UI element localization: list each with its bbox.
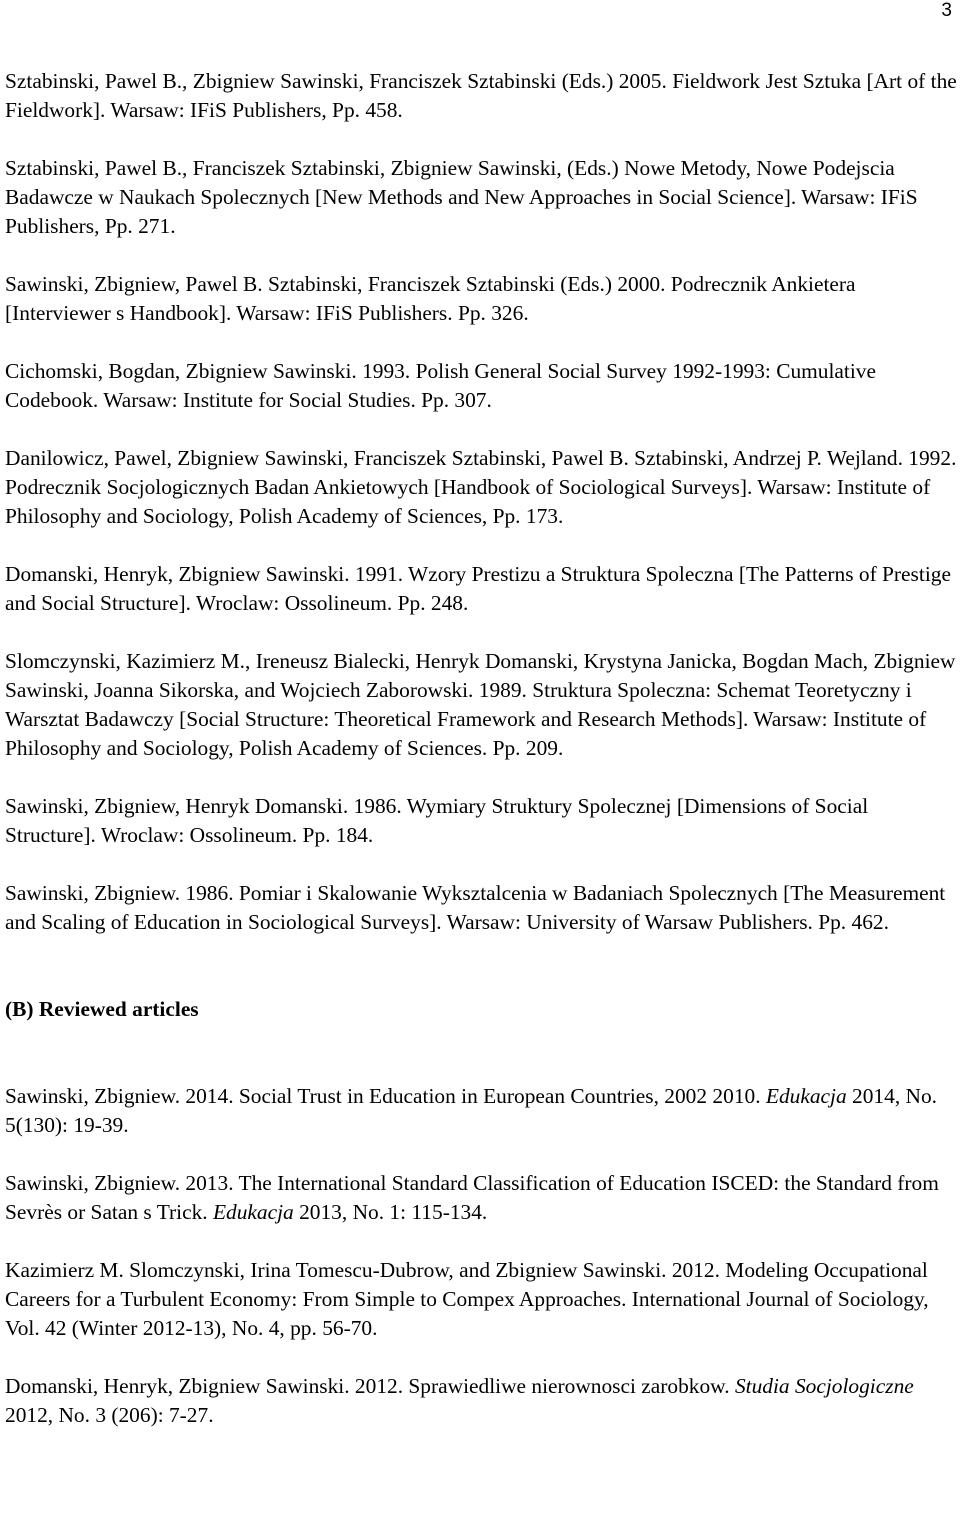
- entry-text: Sawinski, Zbigniew. 1986. Pomiar i Skalowanie Wyksztalcenia w Badaniach Spolecznych [The Measurement and Scaling of Education in Sociological Surveys]. Warsaw: University of Warsaw Publishers. Pp. 462.: [5, 881, 946, 934]
- bibliography-entry: [5, 1169, 957, 1227]
- bibliography-entry: [5, 647, 957, 763]
- bibliography-entry: [5, 560, 957, 618]
- entry-text: Sztabinski, Pawel B., Franciszek Sztabinski, Zbigniew Sawinski, (Eds.) Nowe Metody, Nowe Podejscia Badawcze w Naukach Spolecznych [New Methods and New Approaches in Social Science]. Warsaw: IFiS Publishers, Pp. 271.: [5, 156, 918, 238]
- journal-title: Edukacja: [765, 1084, 847, 1108]
- bibliography-entry: [5, 270, 957, 328]
- bibliography-entry: [5, 1256, 957, 1343]
- articles-list: [5, 1082, 957, 1430]
- bibliography: [5, 67, 957, 1459]
- entry-text: Domanski, Henryk, Zbigniew Sawinski. 2012. Sprawiedliwe nierownosci zarobkow.: [5, 1374, 735, 1398]
- section-heading-reviewed-articles: (B) Reviewed articles: [5, 997, 199, 1021]
- bibliography-entry: [5, 879, 957, 937]
- entry-text: 2014, No. 5(130): 19-39.: [5, 1084, 938, 1137]
- journal-title: Studia Socjologiczne: [734, 1374, 914, 1398]
- entry-text: Kazimierz M. Slomczynski, Irina Tomescu-Dubrow, and Zbigniew Sawinski. 2012. Modeling Occupational Careers for a Turbulent Economy: From Simple to Compex Approaches. International Journal of Sociology, Vol. 42 (Winter 2012-13), No. 4, pp. 56-70.: [5, 1258, 929, 1340]
- entry-text: Sawinski, Zbigniew. 2014. Social Trust in Education in European Countries, 2002 2010.: [5, 1084, 766, 1108]
- entry-text: Sawinski, Zbigniew, Pawel B. Sztabinski, Franciszek Sztabinski (Eds.) 2000. Podrecznik Ankietera [Interviewer s Handbook]. Warsaw: IFiS Publishers. Pp. 326.: [5, 272, 856, 325]
- bibliography-entry: [5, 1082, 957, 1140]
- books-list: [5, 67, 957, 937]
- bibliography-entry: [5, 67, 957, 125]
- journal-title: Edukacja: [212, 1200, 294, 1224]
- entry-text: 2012, No. 3 (206): 7-27.: [5, 1403, 214, 1427]
- entry-text: Sawinski, Zbigniew, Henryk Domanski. 1986. Wymiary Struktury Spolecznej [Dimensions of Social Structure]. Wroclaw: Ossolineum. Pp. 184.: [5, 794, 869, 847]
- entry-text: Slomczynski, Kazimierz M., Ireneusz Bialecki, Henryk Domanski, Krystyna Janicka, Bogdan Mach, Zbigniew Sawinski, Joanna Sikorska, and Wojciech Zaborowski. 1989. Struktura Spoleczna: Schemat Teoretyczny i Warsztat Badawczy [Social Structure: Theoretical Framework and Research Methods]. Warsaw: Institute of Philosophy and Sociology, Polish Academy of Sciences. Pp. 209.: [5, 649, 956, 760]
- entry-text: Sawinski, Zbigniew. 2013. The International Standard Classification of Education ISCED: the Standard from Sevrès or Satan s Trick.: [5, 1171, 939, 1224]
- bibliography-entry: [5, 154, 957, 241]
- entry-text: 2013, No. 1: 115-134.: [293, 1200, 488, 1224]
- bibliography-entry: [5, 1372, 957, 1430]
- entry-text: Sztabinski, Pawel B., Zbigniew Sawinski, Franciszek Sztabinski (Eds.) 2005. Fieldwork Jest Sztuka [Art of the Fieldwork]. Warsaw: IFiS Publishers, Pp. 458.: [5, 69, 957, 122]
- bibliography-entry: [5, 792, 957, 850]
- page-number: 3: [941, 0, 952, 21]
- entry-text: Domanski, Henryk, Zbigniew Sawinski. 1991. Wzory Prestizu a Struktura Spoleczna [The Patterns of Prestige and Social Structure]. Wroclaw: Ossolineum. Pp. 248.: [5, 562, 951, 615]
- entry-text: Danilowicz, Pawel, Zbigniew Sawinski, Franciszek Sztabinski, Pawel B. Sztabinski, Andrzej P. Wejland. 1992. Podrecznik Socjologicznych Badan Ankietowych [Handbook of Sociological Surveys]. Warsaw: Institute of Philosophy and Sociology, Polish Academy of Sciences, Pp. 173.: [5, 446, 957, 528]
- bibliography-entry: [5, 357, 957, 415]
- entry-text: Cichomski, Bogdan, Zbigniew Sawinski. 1993. Polish General Social Survey 1992-1993: Cumulative Codebook. Warsaw: Institute for Social Studies. Pp. 307.: [5, 359, 876, 412]
- bibliography-entry: [5, 444, 957, 531]
